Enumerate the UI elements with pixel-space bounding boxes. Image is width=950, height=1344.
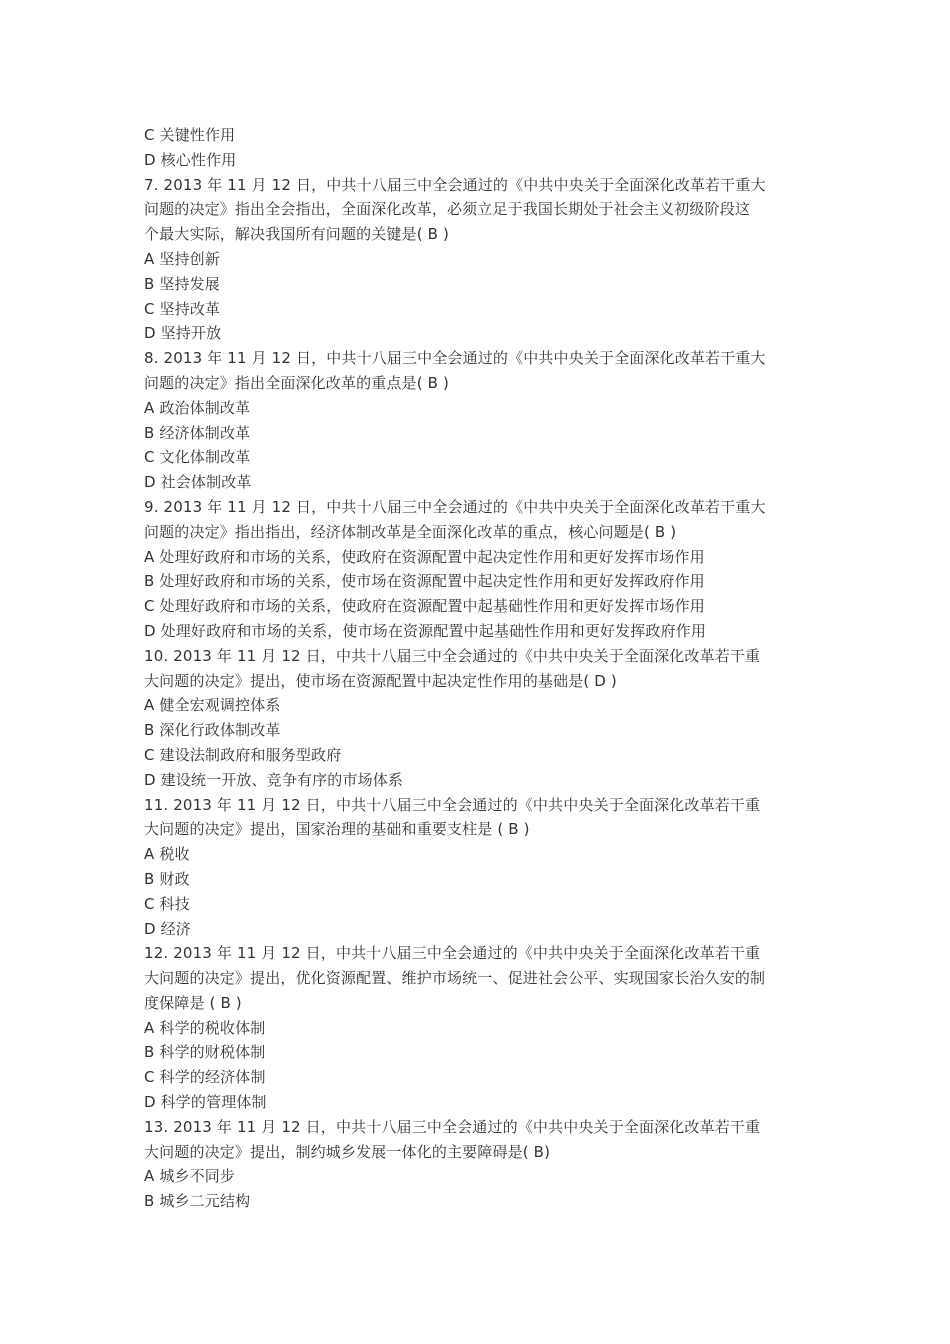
text-line: A 科学的税收体制 (144, 1018, 266, 1037)
text-line: C 关键性作用 (144, 126, 236, 144)
text-line: A 城乡不同步 (144, 1167, 236, 1186)
document-page (144, 123, 816, 1214)
text-line: A 政治体制改革 (144, 398, 251, 417)
text-line: D 坚持开放 (144, 324, 222, 343)
text-line: B 深化行政体制改革 (144, 721, 281, 740)
text-line: C 文化体制改革 (144, 448, 251, 467)
text-line: 9. 2013 年 11 月 12 日，中共十八届三中全会通过的《中共中央关于全面深化改革若干重大 (144, 497, 766, 516)
text-line: 问题的决定》指出指出，经济体制改革是全面深化改革的重点，核心问题是( B ) (144, 522, 677, 541)
text-line: D 经济 (144, 919, 191, 938)
text-line: B 经济体制改革 (144, 423, 251, 442)
text-line: 大问题的决定》提出，国家治理的基础和重要支柱是 ( B ) (144, 820, 530, 839)
text-line: A 税收 (144, 845, 190, 864)
text-line: 问题的决定》指出全面深化改革的重点是( B ) (144, 373, 449, 392)
text-line: 8. 2013 年 11 月 12 日，中共十八届三中全会通过的《中共中央关于全面深化改革若干重大 (144, 349, 766, 368)
text-line: C 处理好政府和市场的关系，使政府在资源配置中起基础性作用和更好发挥市场作用 (144, 597, 705, 616)
text-line: 7. 2013 年 11 月 12 日，中共十八届三中全会通过的《中共中央关于全面深化改革若干重大 (144, 175, 766, 194)
text-line: 个最大实际，解决我国所有问题的关键是( B ) (144, 225, 449, 244)
text-line: 大问题的决定》提出，制约城乡发展一体化的主要障碍是( B) (144, 1142, 551, 1161)
text-line: 12. 2013 年 11 月 12 日，中共十八届三中全会通过的《中共中央关于全面深化改革若干重 (144, 944, 761, 963)
text-line: 13. 2013 年 11 月 12 日，中共十八届三中全会通过的《中共中央关于全面深化改革若干重 (144, 1117, 761, 1136)
text-line: C 科学的经济体制 (144, 1068, 266, 1087)
text-line: B 处理好政府和市场的关系，使市场在资源配置中起决定性作用和更好发挥政府作用 (144, 572, 705, 591)
text-line: D 处理好政府和市场的关系，使市场在资源配置中起基础性作用和更好发挥政府作用 (144, 621, 707, 640)
text-line: D 社会体制改革 (144, 473, 252, 492)
text-line: B 财政 (144, 869, 190, 888)
text-line: C 科技 (144, 894, 190, 913)
text-line: A 处理好政府和市场的关系，使政府在资源配置中起决定性作用和更好发挥市场作用 (144, 547, 705, 566)
text-line: C 建设法制政府和服务型政府 (144, 745, 342, 764)
text-line: B 科学的财税体制 (144, 1043, 266, 1062)
text-line: 11. 2013 年 11 月 12 日，中共十八届三中全会通过的《中共中央关于全面深化改革若干重 (144, 795, 761, 814)
text-line: 问题的决定》指出全会指出，全面深化改革，必须立足于我国长期处于社会主义初级阶段这 (144, 200, 751, 219)
text-line: B 城乡二元结构 (144, 1192, 251, 1211)
text-line: 大问题的决定》提出，优化资源配置、维护市场统一、促进社会公平、实现国家长治久安的制 (144, 969, 766, 988)
text-line: D 建设统一开放、竞争有序的市场体系 (144, 770, 404, 789)
text-line: D 科学的管理体制 (144, 1093, 267, 1112)
text-line: 大问题的决定》提出，使市场在资源配置中起决定性作用的基础是( D ) (144, 671, 617, 690)
text-line: 10. 2013 年 11 月 12 日，中共十八届三中全会通过的《中共中央关于全面深化改革若干重 (144, 646, 761, 665)
text-line: C 坚持改革 (144, 299, 221, 318)
text-line: A 健全宏观调控体系 (144, 696, 281, 715)
text-line: A 坚持创新 (144, 249, 220, 268)
text-line: D 核心性作用 (144, 150, 237, 169)
text-line: B 坚持发展 (144, 274, 220, 293)
text-line: 度保障是 ( B ) (144, 993, 242, 1012)
